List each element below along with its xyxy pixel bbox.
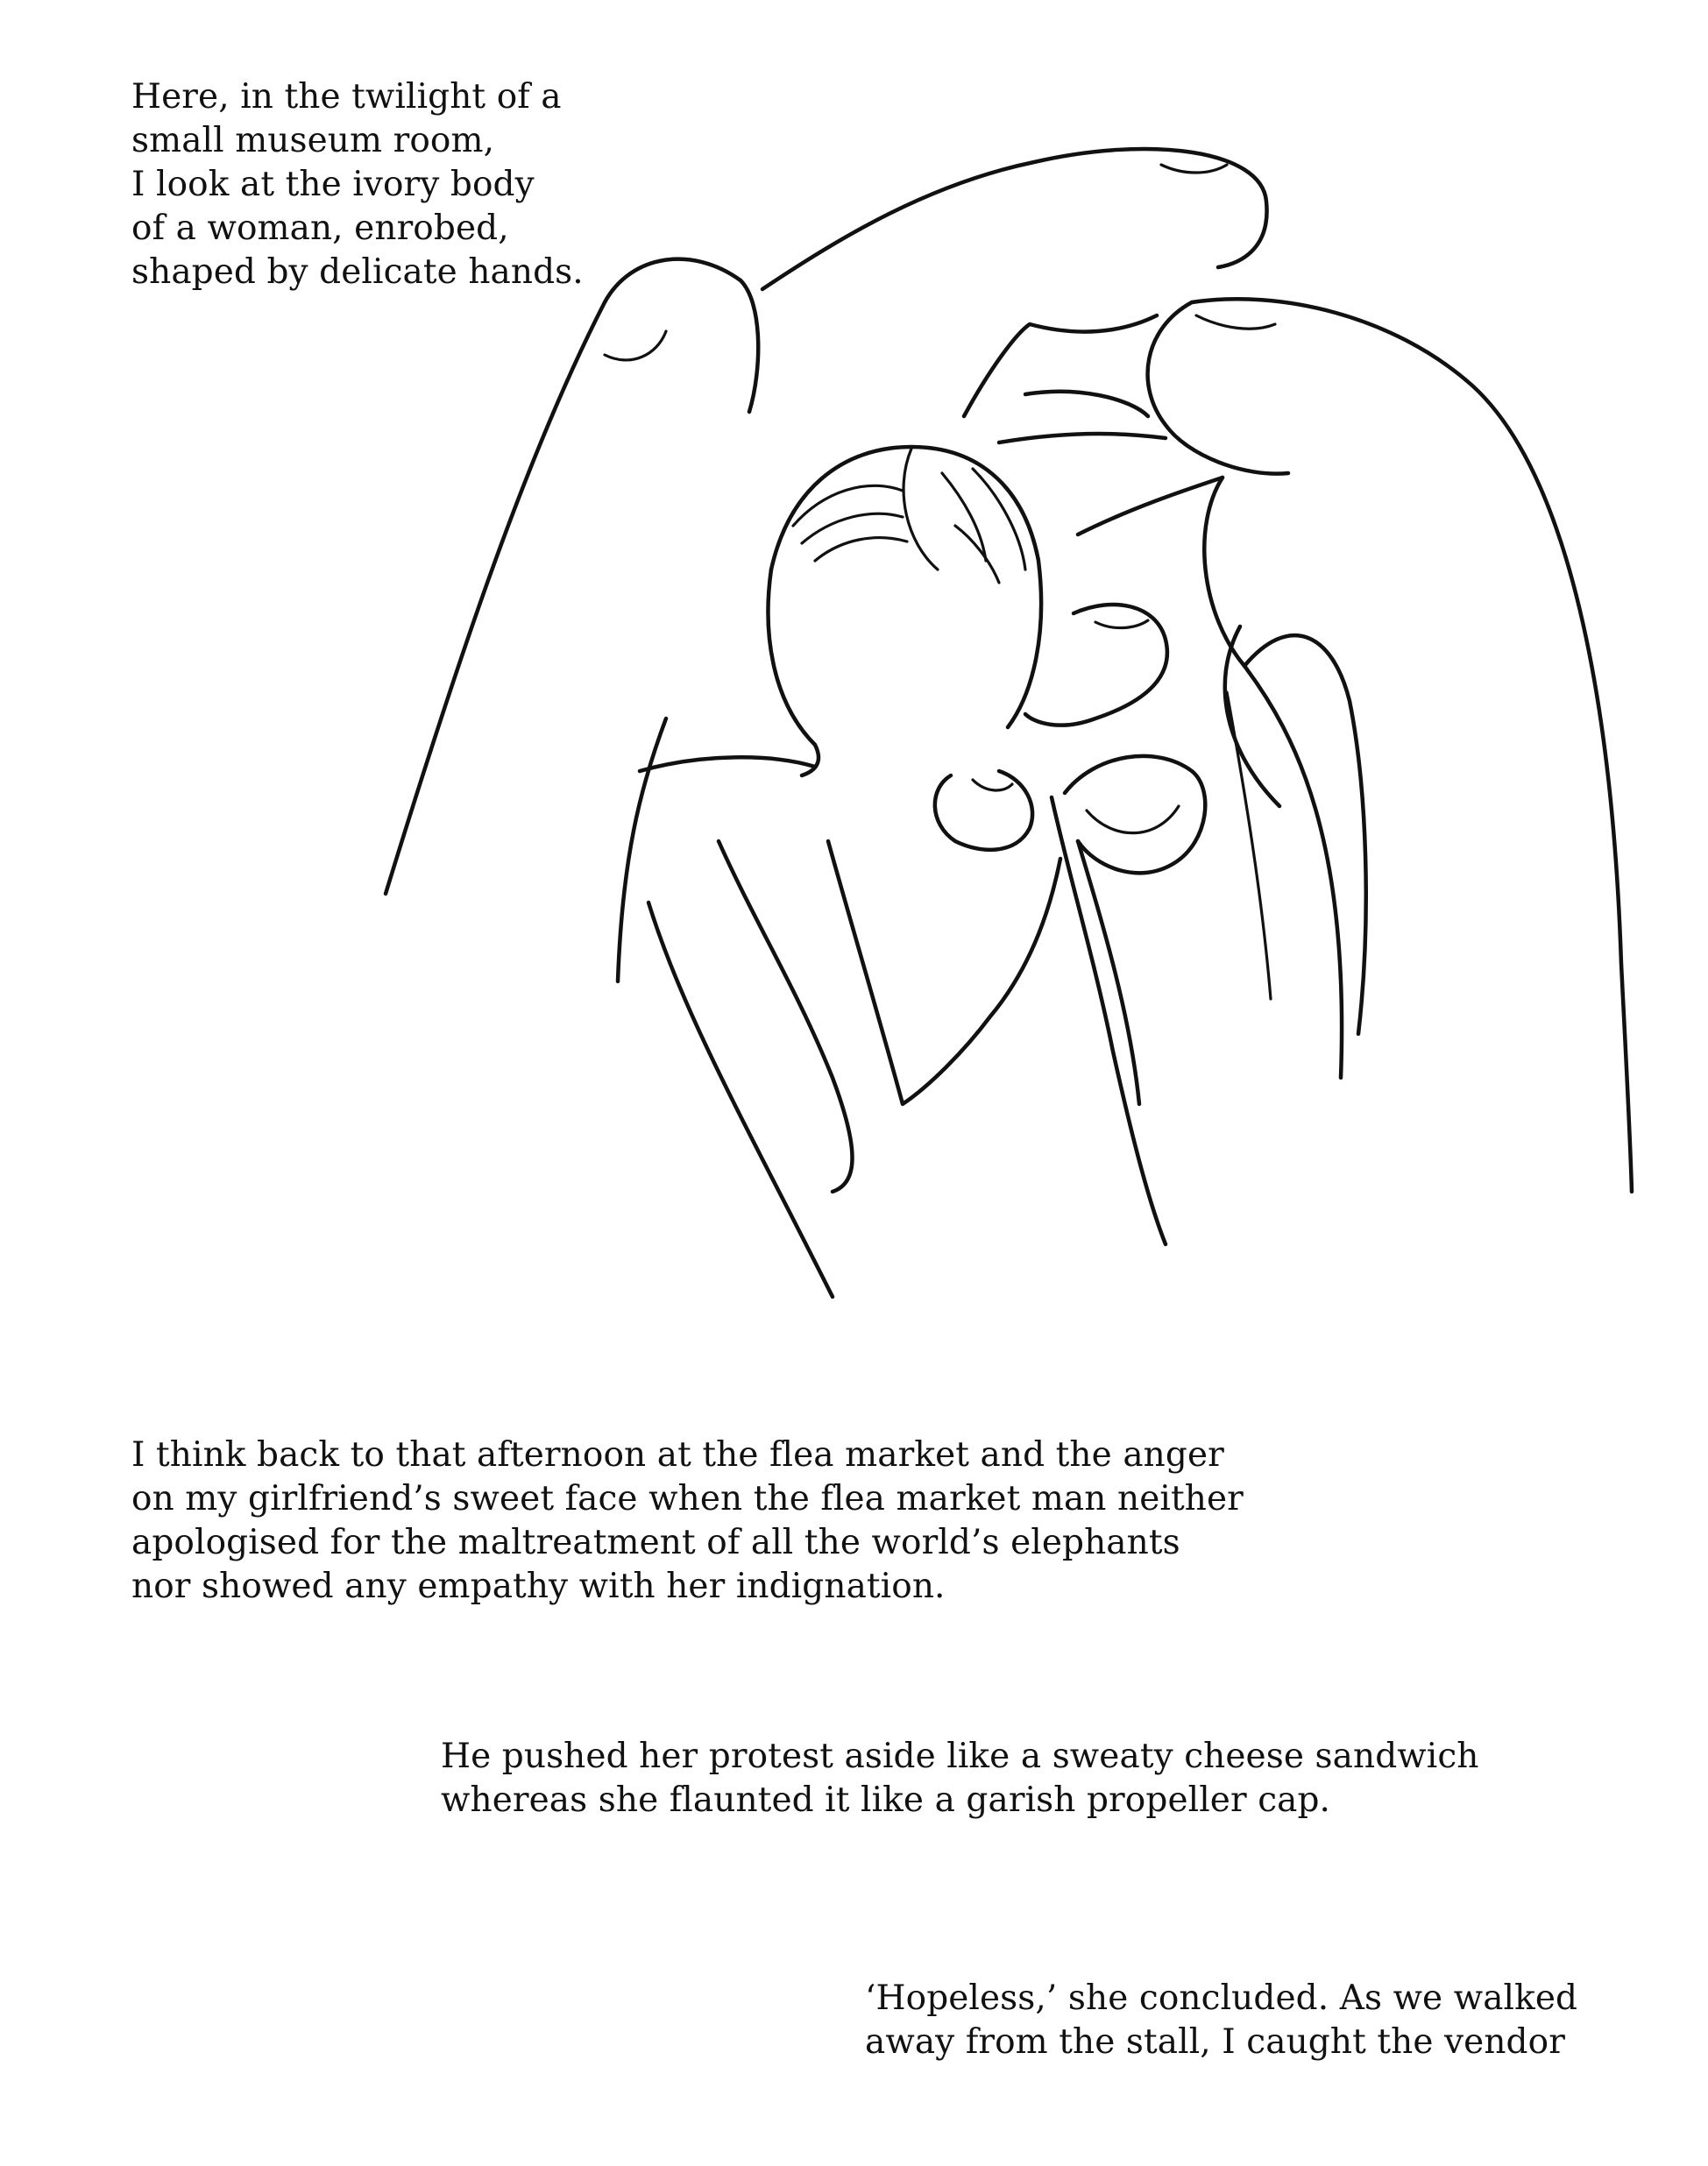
ring-finger-tip [935, 771, 1032, 850]
stanza-3-line-2: whereas she flaunted it like a garish propeller cap. [441, 1780, 1331, 1820]
upper-finger-nail [1161, 165, 1227, 173]
stanza-1-line-3: I look at the ivory body [131, 165, 535, 204]
stanza-1-line-2: small museum room, [131, 121, 495, 160]
upper-finger-underside [964, 315, 1157, 416]
left-thumb-outline [386, 259, 758, 894]
lower-finger-1 [719, 841, 853, 1192]
stanza-4-line-1: ‘Hopeless,’ she concluded. As we walked [865, 1978, 1578, 2018]
figurine-head [771, 447, 1041, 727]
figurine-face-left [769, 570, 819, 775]
figurine-hair-arc-5 [973, 469, 1025, 570]
right-hand-back [1192, 299, 1632, 1192]
stanza-1 [131, 75, 584, 294]
stanza-1-line-4: of a woman, enrobed, [131, 209, 509, 248]
figurine-robe-outer [1204, 478, 1342, 1078]
stanza-3 [441, 1735, 1479, 1823]
right-index-nail [1196, 315, 1275, 329]
figurine-hair-arc-6 [955, 526, 999, 583]
ring-finger-nail [973, 780, 1012, 790]
stanza-4 [865, 1977, 1577, 2064]
right-little-finger-nail [1087, 806, 1179, 833]
stanza-2-line-4: nor showed any empathy with her indignation. [131, 1567, 946, 1606]
stanza-2-line-3: apologised for the maltreatment of all the world’s elephants [131, 1523, 1180, 1562]
right-little-finger [1065, 756, 1205, 873]
stanza-2 [131, 1433, 1244, 1609]
stanza-4-line-2: away from the stall, I caught the vendor [865, 2022, 1565, 2062]
figurine-hair-part [904, 449, 938, 570]
stanza-1-line-5: shaped by delicate hands. [131, 252, 584, 292]
left-hand-outer-edge [618, 718, 666, 981]
figurine-body-left [640, 757, 815, 771]
figurine-hair-arc-3 [815, 538, 907, 561]
left-thumb-nail [605, 331, 666, 360]
right-curl-1 [1078, 478, 1223, 534]
right-middle-finger [999, 434, 1166, 442]
stanza-1-line-1: Here, in the twilight of a [131, 77, 562, 117]
right-hand-inner-line [1025, 392, 1148, 416]
stanza-3-line-1: He pushed her protest aside like a sweaty cheese sandwich [441, 1737, 1479, 1776]
lower-finger-4 [1078, 841, 1139, 1104]
figurine-body-front [828, 841, 1060, 1104]
lower-finger-2 [648, 902, 833, 1297]
small-finger-nail [1095, 620, 1148, 628]
stanza-2-line-1: I think back to that afternoon at the flea market and the anger [131, 1435, 1224, 1475]
stanza-2-line-2: on my girlfriend’s sweet face when the flea market man neither [131, 1479, 1244, 1518]
upper-finger-outline [762, 149, 1267, 289]
